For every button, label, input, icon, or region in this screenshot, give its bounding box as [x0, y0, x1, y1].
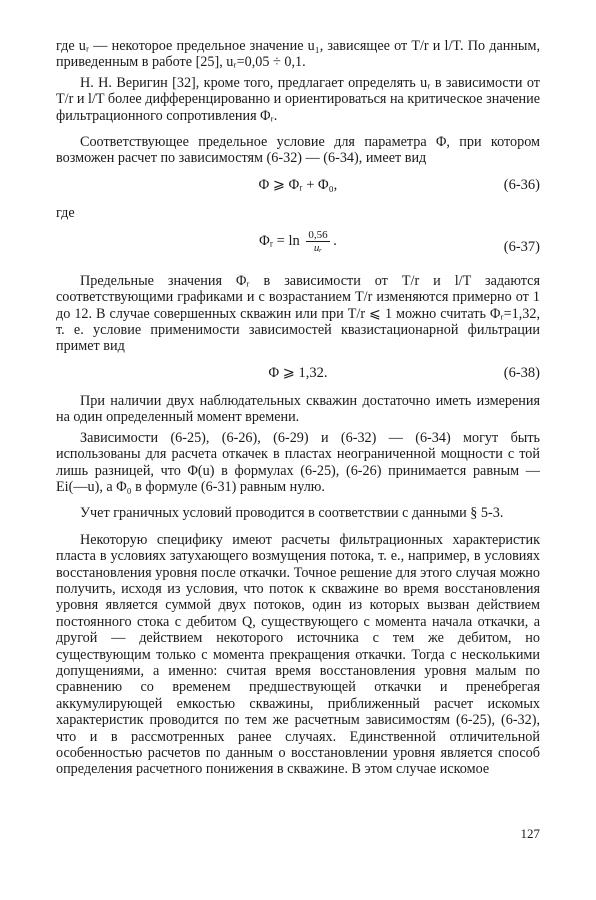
- formula-6-38-expression: Φ ⩾ 1,32.: [268, 364, 328, 381]
- paragraph-verigin: Н. Н. Веригин [32], кроме того, предлагает определять uᵣ в зависимости от T/r и l/T более дифференцированно и ориентироваться на критическое значение фильтрационного сопротивления Φᵣ.: [56, 74, 540, 124]
- formula-6-38: [56, 363, 540, 387]
- formula-6-37: [56, 229, 540, 263]
- paragraph-limit-values: Предельные значения Φᵣ в зависимости от T/r и l/T задаются соответствующими графиками и с возрастанием T/r изменяются примерно от 1 до 12. В случае совершенных скважин или при T/r ⩽ 1 можно считать Φᵣ=1,32, т. е. условие применимости зависимостей квазистационарной фильтрации примет вид: [56, 272, 540, 355]
- paragraph-dependencies: Зависимости (6-25), (6-26), (6-29) и (6-32) — (6-34) могут быть использованы для расчета откачек в пластах неограниченной мощности с той лишь разницей, что Φ(u) в формулах (6-25), (6-26) принимается равным — Ei(—u), а Φ₀ в формуле (6-31) равным нулю.: [56, 429, 540, 495]
- formula-6-37-tail: .: [333, 232, 337, 249]
- page-number: 127: [520, 826, 540, 841]
- paragraph-ur-definition: где uᵣ — некоторое предельное значение u₁, зависящее от T/r и l/T. По данным, приведенным в работе [25], uᵣ=0,05 ÷ 0,1.: [56, 38, 540, 71]
- where-label: где: [56, 204, 75, 221]
- formula-6-37-lhs: Φᵣ = ln: [259, 232, 300, 249]
- formula-6-36-number: (6-36): [503, 176, 540, 193]
- formula-6-37-numerator: 0,56: [308, 228, 328, 241]
- formula-6-38-number: (6-38): [503, 364, 540, 381]
- paragraph-two-wells: При наличии двух наблюдательных скважин достаточно иметь измерения на один определенный момент времени.: [56, 392, 540, 426]
- paragraph-boundary-conditions: Учет граничных условий проводится в соответствии с данными § 5-3.: [80, 505, 504, 522]
- formula-6-37-number: (6-37): [503, 238, 540, 255]
- formula-6-37-fraction: [306, 229, 329, 254]
- paragraph-limit-condition: Соответствующее предельное условие для параметра Φ, при котором возможен расчет по зависимостям (6-32) — (6-34), имеет вид: [56, 134, 540, 167]
- paragraph-recovery: Некоторую специфику имеют расчеты фильтрационных характеристик пласта в условиях затухающего возмущения потока, т. е., например, в условиях восстановления уровня после откачки. Точное решение для этого случая можно получить, исходя из условия, что поток к скважине во время восстановления уровня является суммой двух потоков, один из которых вызван действием постоянного стока с дебитом Q, существующего с момента начала откачки, а другой — действием некоторого источника с тем же дебитом, но существующим только с момента прекращения откачки. Тогда с несколькими допущениями, а именно: считая время восстановления уровня малым по сравнению со временем предшествующей откачки и пренебрегая аккумулирующей емкостью скважины, приближенный расчет искомых характеристик проводится по тем же расчетным зависимостям (6-25), (6-32), что и в рассмотренных ранее случаях. Единственной отличительной особенностью расчетов по данным о восстановлении уровня является способ определения расчетного понижения в скважине. В этом случае искомое: [56, 531, 540, 778]
- formula-6-37-denominator: uᵣ: [313, 241, 323, 254]
- formula-6-36-expression: Φ ⩾ Φᵣ + Φ₀,: [258, 176, 338, 193]
- formula-6-37-expression: [56, 229, 540, 254]
- formula-6-36: [56, 175, 540, 199]
